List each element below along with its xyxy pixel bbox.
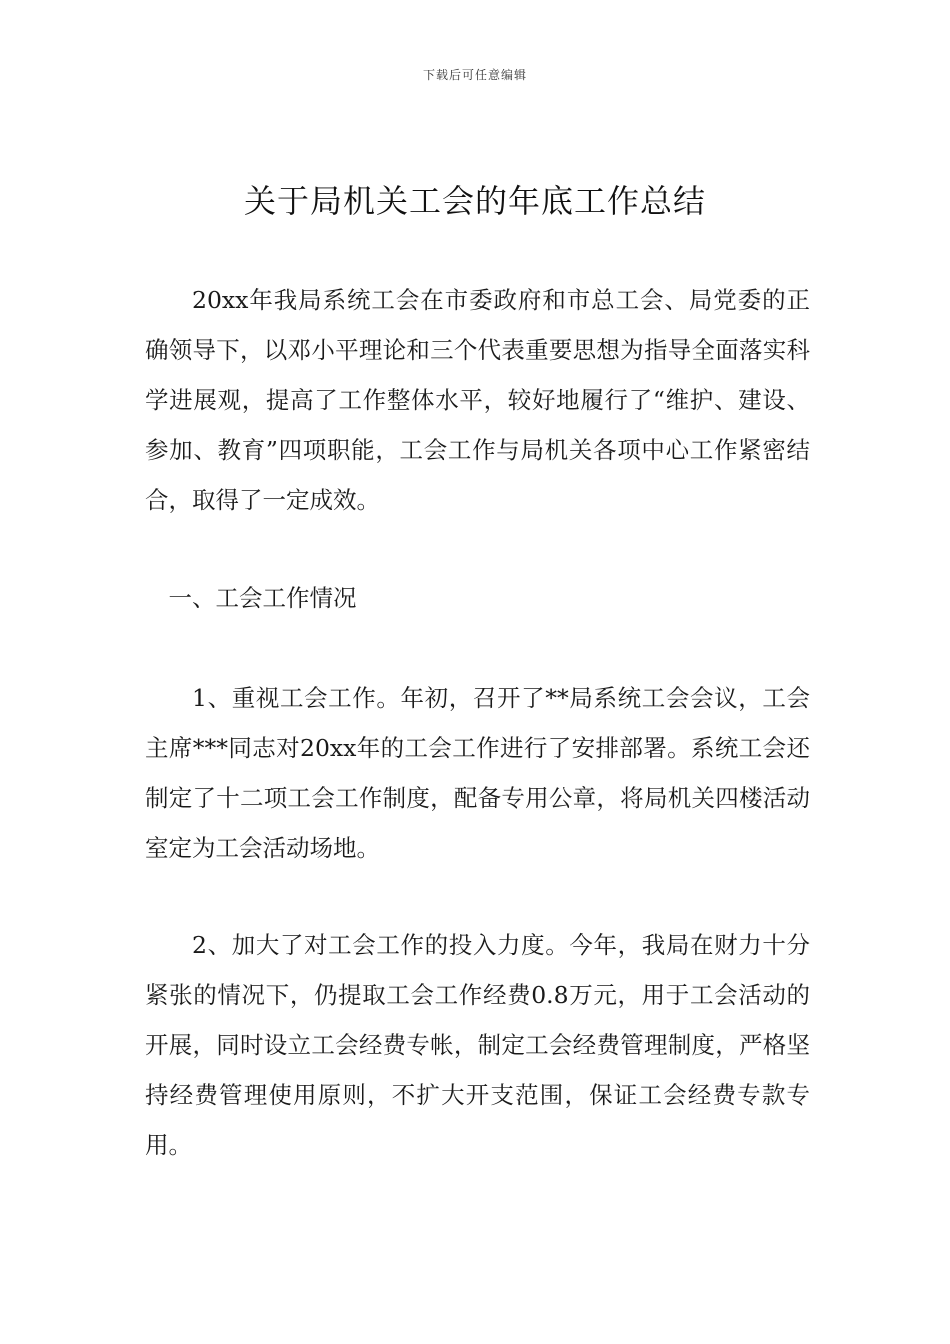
header-note: 下载后可任意编辑 [422,68,527,82]
document-title: 关于局机关工会的年底工作总结 [243,182,706,220]
item-paragraph-1: 1、重视工会工作。年初，召开了**局系统工会会议，工会主席***同志对20xx年的工会工作进行了安排部署。系统工会还制定了十二项工会工作制度，配备专用公章，将局机关四楼活动室定为工会活动场地。 [145,684,810,862]
intro-paragraph: 20xx年我局系统工会在市委政府和市总工会、局党委的正确领导下，以邓小平理论和三个代表重要思想为指导全面落实科学进展观，提高了工作整体水平，较好地履行了“维护、建设、参加、教育”四项职能，工会工作与局机关各项中心工作紧密结合，取得了一定成效。 [145,286,810,514]
item-paragraph-2: 2、加大了对工会工作的投入力度。今年，我局在财力十分紧张的情况下，仍提取工会工作经费0.8万元，用于工会活动的开展，同时设立工会经费专帐，制定工会经费管理制度，严格坚持经费管理使用原则，不扩大开支范围，保证工会经费专款专用。 [145,931,810,1159]
section-heading: 一、工会工作情况 [168,584,357,612]
